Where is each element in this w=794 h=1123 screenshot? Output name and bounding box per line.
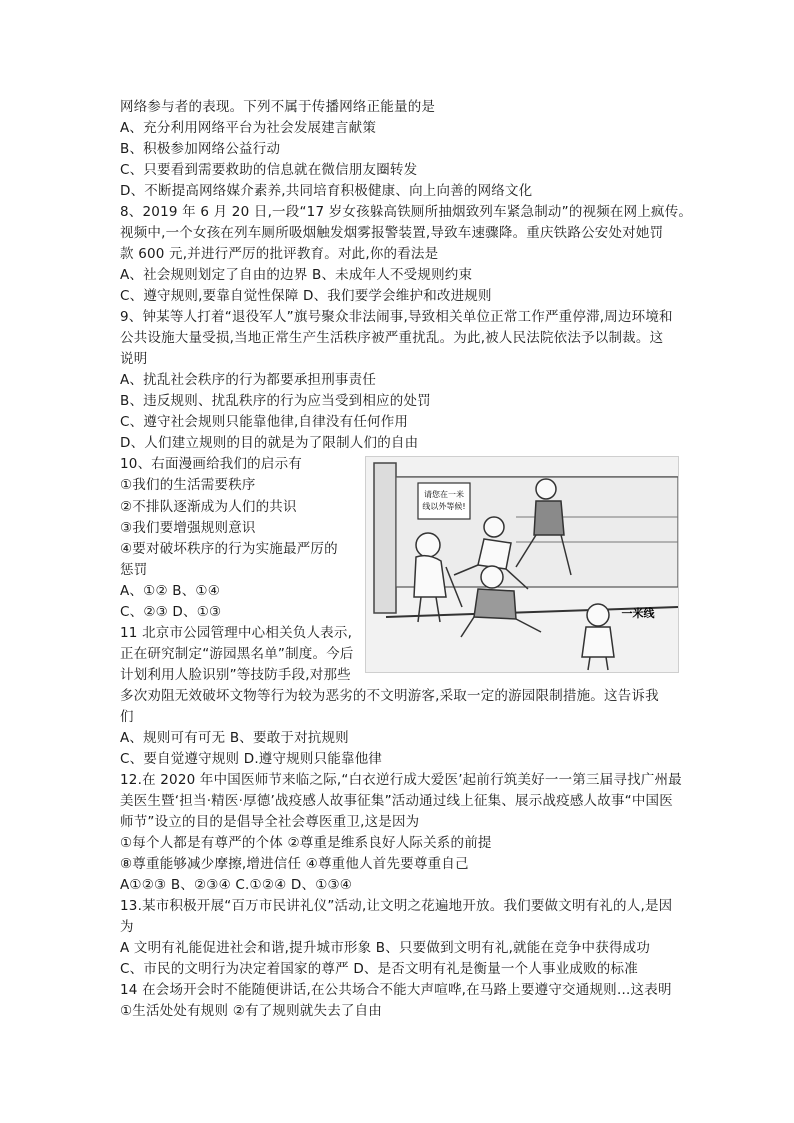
text-line: 正在研究制定“游园黑名单”制度。今后 [120, 646, 354, 662]
text-line: ③我们要增强规则意识 [120, 520, 256, 536]
sign-text-1: 请您在一米 [424, 490, 464, 499]
text-line: ①我们的生活需要秩序 [120, 477, 256, 493]
text-line: C、要自觉遵守规则 D.遵守规则只能靠他律 [120, 751, 383, 767]
text-line: ④要对破坏秩序的行为实施最严厉的 [120, 541, 338, 557]
text-line: 惩罚 [120, 562, 148, 578]
text-line: B、积极参加网络公益行动 [120, 141, 281, 157]
text-line: 们 [120, 709, 134, 725]
text-line: 11 北京市公园管理中心相关负人表示, [120, 625, 353, 641]
text-line: D、不断提高网络媒介素养,共同培育积极健康、向上向善的网络文化 [120, 183, 533, 199]
text-line: C、遵守规则,要靠自觉性保障 D、我们要学会维护和改进规则 [120, 288, 492, 304]
text-line: 说明 [120, 351, 148, 367]
text-line: 9、钟某等人打着“退役军人”旗号聚众非法闹事,导致相关单位正常工作严重停滞,周边环境和 [120, 309, 673, 325]
text-line: ①每个人都是有尊严的个体 ②尊重是维系良好人际关系的前提 [120, 835, 492, 851]
text-line: C、②③ D、①③ [120, 604, 222, 620]
queue-cartoon-drawing [366, 457, 678, 672]
text-line: C、只要看到需要救助的信息就在微信朋友圈转发 [120, 162, 418, 178]
text-line: 14 在会场开会时不能随便讲话,在公共场合不能大声喧哗,在马路上要遵守交通规则…这表明 [120, 982, 672, 998]
cartoon-illustration [365, 456, 679, 673]
text-line: ⑧尊重能够减少摩擦,增进信任 ④尊重他人首先要尊重自己 [120, 856, 469, 872]
text-line: A、扰乱社会秩序的行为都要承担刑事责任 [120, 372, 377, 388]
text-line: 8、2019 年 6 月 20 日,一段“17 岁女孩躲高铁厕所抽烟致列车紧急制动”的视频在网上疯传。 [120, 204, 693, 220]
text-line: ①生活处处有规则 ②有了规则就失去了自由 [120, 1003, 382, 1019]
text-line: A、充分利用网络平台为社会发展建言献策 [120, 120, 377, 136]
text-line: D、人们建立规则的目的就是为了限制人们的自由 [120, 435, 419, 451]
text-line: 12.在 2020 年中国医师节来临之际,“白衣逆行成大爱医’起前行筑美好一一第三届寻找广州最 [120, 772, 682, 788]
text-line: 为 [120, 919, 134, 935]
text-line: A 文明有礼能促进社会和谐,提升城市形象 B、只要做到文明有礼,就能在竞争中获得成功 [120, 940, 651, 956]
sign-text-2: 线以外等候! [422, 502, 466, 511]
text-line: 网络参与者的表现。下列不属于传播网络正能量的是 [120, 99, 436, 115]
text-line: A、社会规则划定了自由的边界 B、未成年人不受规则约束 [120, 267, 473, 283]
text-line: 公共设施大量受损,当地正常生产生活秩序被严重扰乱。为此,被人民法院依法予以制裁。这 [120, 330, 664, 346]
text-line: 多次劝阻无效破坏文物等行为较为恶劣的不文明游客,采取一定的游园限制措施。这告诉我 [120, 688, 659, 704]
text-line: 款 600 元,并进行严厉的批评教育。对此,你的看法是 [120, 246, 439, 262]
text-line: 13.某市积极开展“百万市民讲礼仪”活动,让文明之花遍地开放。我们要做文明有礼的人,是因 [120, 898, 673, 914]
text-line: ②不排队逐渐成为人们的共识 [120, 499, 297, 515]
text-line: 美医生暨‘担当·精医·厚德’战疫感人故事征集”活动通过线上征集、展示战疫感人故事“中国医 [120, 793, 673, 809]
text-line: 10、右面漫画给我们的启示有 [120, 456, 302, 472]
text-line: A、①② B、①④ [120, 583, 220, 599]
text-line: 师节”设立的目的是倡导全社会尊医重卫,这是因为 [120, 814, 420, 830]
text-line: C、遵守社会规则只能靠他律,自律没有任何作用 [120, 414, 409, 430]
text-line: B、违反规则、扰乱秩序的行为应当受到相应的处罚 [120, 393, 431, 409]
text-line: C、市民的文明行为决定着国家的尊严 D、是否文明有礼是衡量一个人事业成败的标准 [120, 961, 638, 977]
text-line: A、规则可有可无 B、要敢于对抗规则 [120, 730, 349, 746]
text-line: 计划利用人脸识别”等技防手段,对那些 [120, 667, 351, 683]
text-line: A①②③ B、②③④ C.①②④ D、①③④ [120, 877, 353, 893]
one-meter-line-label: 一米线 [621, 607, 655, 620]
text-line: 视频中,一个女孩在列车厕所吸烟触发烟雾报警装置,导致车速骤降。重庆铁路公安处对她罚 [120, 225, 664, 241]
